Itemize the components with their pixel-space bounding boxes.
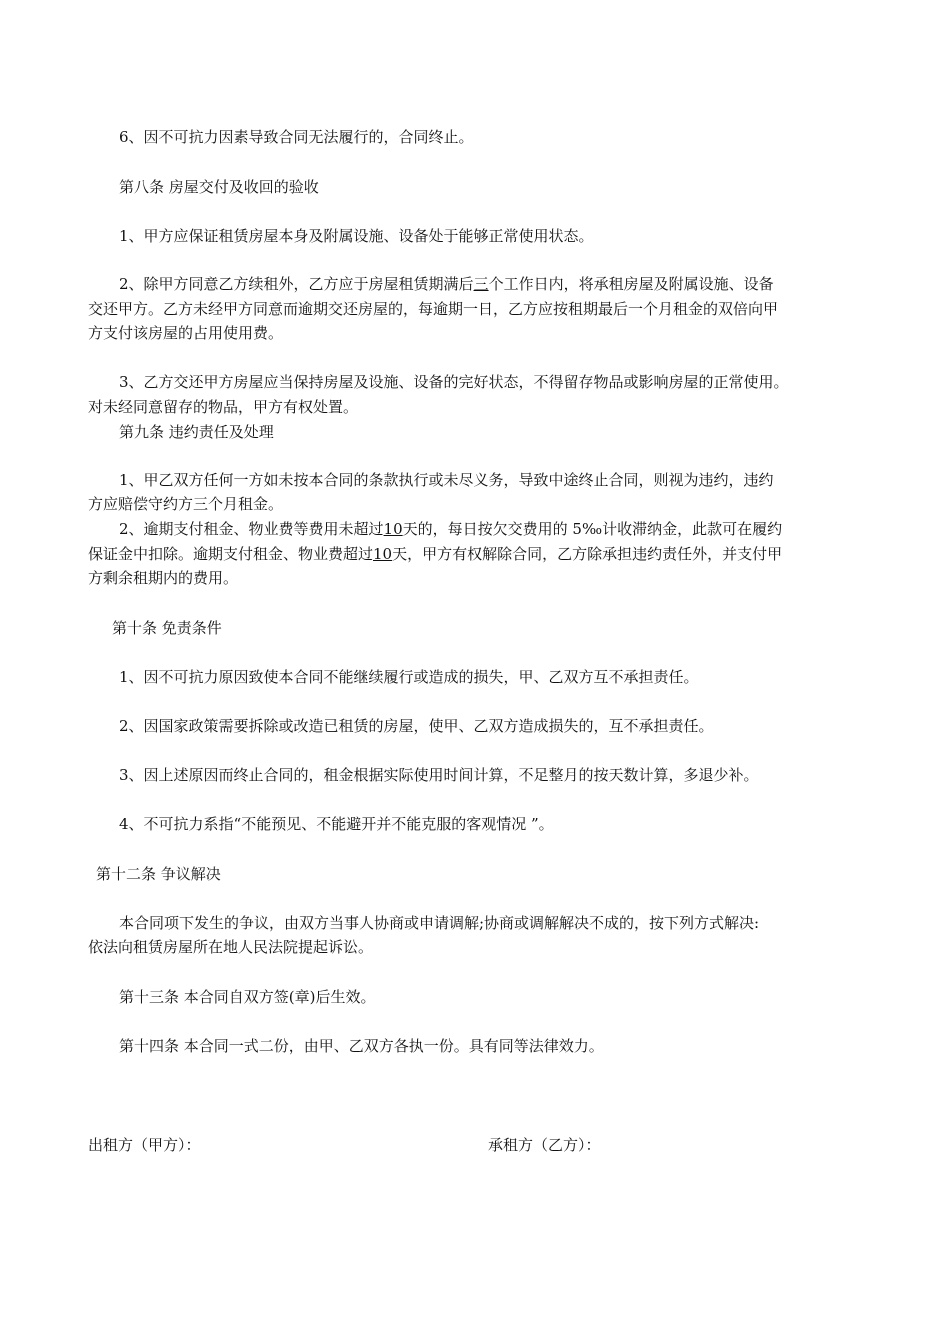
article-8-title: 第八条 房屋交付及收回的验收 xyxy=(119,178,319,196)
article-8-item-2-line-3: 方支付该房屋的占用使用费。 xyxy=(88,324,284,342)
article-10-item-4: 4、不可抗力系指“不能预见、不能避开并不能克服的客观情况 ”。 xyxy=(119,815,554,833)
article-8-item-2-line-2: 交还甲方。乙方未经甲方同意而逾期交还房屋的，每逾期一日，乙方应按租期最后一个月租金的双倍向甲 xyxy=(88,300,779,318)
article-9-item-1-line-1: 1、甲乙双方任何一方如未按本合同的条款执行或未尽义务，导致中途终止合同，则视为违约，违约 xyxy=(119,471,774,489)
article-12-title: 第十二条 争议解决 xyxy=(96,865,221,883)
article-9-item-1-line-2: 方应赔偿守约方三个月租金。 xyxy=(88,495,284,513)
lessee-signature-label: 承租方（乙方）： xyxy=(488,1136,601,1154)
item-text: 2、逾期支付租金、物业费等费用未超过 xyxy=(119,520,384,538)
article-10-item-1: 1、因不可抗力原因致使本合同不能继续履行或造成的损失，甲、乙双方互不承担责任。 xyxy=(119,668,699,686)
days-value: 10 xyxy=(383,520,403,538)
article-9-title: 第九条 违约责任及处理 xyxy=(119,423,274,441)
article-10-item-2: 2、因国家政策需要拆除或改造已租赁的房屋，使甲、乙双方造成损失的，互不承担责任。 xyxy=(119,717,714,735)
article-12-body-line-1: 本合同项下发生的争议，由双方当事人协商或申请调解;协商或调解解决不成的，按下列方式解决: xyxy=(119,914,760,932)
item-text: 天的，每日按欠交费用的 5‰计收滞纳金，此款可在履约 xyxy=(402,520,783,538)
article-9-item-2-line-2 xyxy=(88,542,868,566)
item-text: 个工作日内，将承租房屋及附属设施、设备 xyxy=(488,275,774,293)
article-14: 第十四条 本合同一式二份，由甲、乙双方各执一份。具有同等法律效力。 xyxy=(119,1037,604,1055)
days-value: 三 xyxy=(473,275,489,293)
article-8-item-1: 1、甲方应保证租赁房屋本身及附属设施、设备处于能够正常使用状态。 xyxy=(119,227,594,245)
article-9-item-2-line-1 xyxy=(119,517,899,541)
article-10-title: 第十条 免责条件 xyxy=(112,619,222,637)
article-12-body-line-2: 依法向租赁房屋所在地人民法院提起诉讼。 xyxy=(88,938,374,956)
article-8-item-2-line-1 xyxy=(119,272,899,296)
item-text: 保证金中扣除。逾期支付租金、物业费超过 xyxy=(88,545,374,563)
article-13: 第十三条 本合同自双方签(章)后生效。 xyxy=(119,988,376,1006)
item-text: 2、除甲方同意乙方续租外，乙方应于房屋租赁期满后 xyxy=(119,275,474,293)
lessor-signature-label: 出租方（甲方）： xyxy=(88,1136,201,1154)
article-9-item-2-line-3: 方剩余租期内的费用。 xyxy=(88,569,239,587)
days-value: 10 xyxy=(373,545,393,563)
item-text: 天，甲方有权解除合同，乙方除承担违约责任外，并支付甲 xyxy=(392,545,783,563)
article-8-item-3-line-2: 对未经同意留存的物品，甲方有权处置。 xyxy=(88,398,359,416)
article-10-item-3: 3、因上述原因而终止合同的，租金根据实际使用时间计算，不足整月的按天数计算，多退少补。 xyxy=(119,766,759,784)
clause-7-item-6: 6、因不可抗力因素导致合同无法履行的，合同终止。 xyxy=(119,128,474,146)
article-8-item-3-line-1: 3、乙方交还甲方房屋应当保持房屋及设施、设备的完好状态，不得留存物品或影响房屋的正常使用。 xyxy=(119,373,789,391)
